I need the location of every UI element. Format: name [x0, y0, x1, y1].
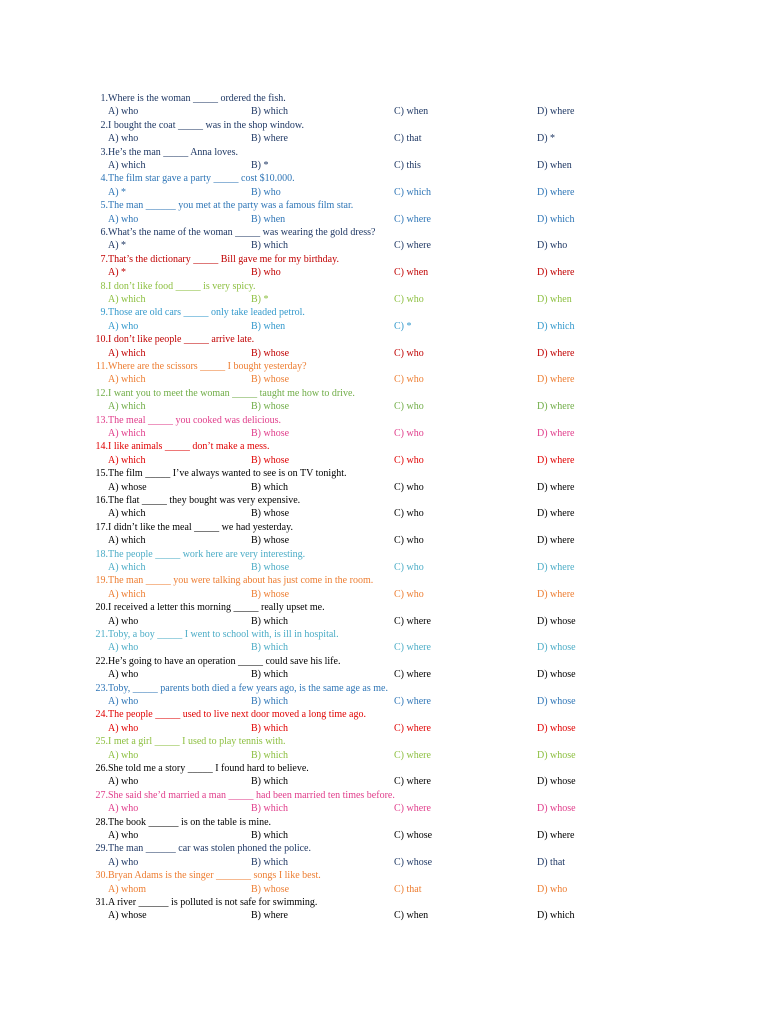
answer-option: B) when — [251, 320, 286, 332]
answer-option: B) whose — [251, 454, 290, 466]
question-line — [84, 119, 644, 132]
answer-options — [84, 481, 644, 494]
answer-options — [84, 105, 644, 118]
answer-option: C) whose — [394, 829, 433, 841]
question-text: What’s the name of the woman _____ was wearing the gold dress? — [108, 226, 376, 238]
question-text: The flat _____ they bought was very expensive. — [108, 494, 301, 506]
answer-option: B) * — [251, 159, 269, 171]
answer-options — [84, 239, 644, 252]
question-number: 29. — [95, 843, 108, 855]
answer-option: B) where — [251, 133, 288, 145]
question-item — [84, 226, 644, 253]
question-text: The book ______ is on the table is mine. — [108, 816, 272, 828]
answer-option: C) who — [394, 347, 424, 359]
question-line — [84, 440, 644, 453]
answer-option: A) which — [108, 454, 146, 466]
question-line — [84, 816, 644, 829]
question-line — [84, 333, 644, 346]
answer-option: B) whose — [251, 401, 290, 413]
answer-options — [84, 561, 644, 574]
answer-option: A) who — [108, 776, 139, 788]
answer-option: D) * — [537, 133, 556, 145]
answer-option: B) whose — [251, 588, 290, 600]
question-line — [84, 789, 644, 802]
answer-options — [84, 213, 644, 226]
answer-option: C) where — [394, 615, 431, 627]
answer-option: D) which — [537, 213, 575, 225]
answer-option: A) which — [108, 427, 146, 439]
answer-option: A) who — [108, 856, 139, 868]
question-text: The people _____ work here are very interesting. — [108, 548, 306, 560]
answer-option: B) whose — [251, 561, 290, 573]
answer-option: A) who — [108, 615, 139, 627]
answer-option: B) which — [251, 829, 288, 841]
answer-option: C) where — [394, 722, 431, 734]
question-number: 30. — [95, 870, 108, 882]
question-line — [84, 682, 644, 695]
answer-option: C) where — [394, 669, 431, 681]
question-number: 18. — [95, 548, 108, 560]
answer-option: D) where — [537, 347, 575, 359]
question-item — [84, 762, 644, 789]
question-item — [84, 333, 644, 360]
answer-option: B) which — [251, 722, 288, 734]
question-text: I received a letter this morning _____ really upset me. — [108, 602, 325, 614]
answer-options — [84, 749, 644, 762]
answer-option: D) where — [537, 427, 575, 439]
question-number: 27. — [95, 789, 108, 801]
answer-option: A) which — [108, 535, 146, 547]
question-line — [84, 521, 644, 534]
answer-option: D) whose — [537, 669, 576, 681]
question-text: The meal _____ you cooked was delicious. — [108, 414, 282, 426]
answer-options — [84, 400, 644, 413]
answer-option: B) which — [251, 803, 288, 815]
answer-option: B) whose — [251, 374, 290, 386]
question-line — [84, 601, 644, 614]
answer-option: A) * — [108, 186, 127, 198]
question-number: 20. — [95, 602, 108, 614]
question-text: Where are the scissors _____ I bought yesterday? — [108, 360, 307, 372]
answer-options — [84, 186, 644, 199]
answer-option: A) which — [108, 508, 146, 520]
question-text: The film _____ I’ve always wanted to see is on TV tonight. — [108, 468, 347, 480]
answer-option: C) who — [394, 481, 424, 493]
answer-option: A) who — [108, 695, 139, 707]
answer-option: C) where — [394, 240, 431, 252]
question-item — [84, 869, 644, 896]
question-item — [84, 521, 644, 548]
question-line — [84, 226, 644, 239]
question-number: 19. — [95, 575, 108, 587]
answer-option: C) who — [394, 588, 424, 600]
question-line — [84, 494, 644, 507]
answer-option: B) which — [251, 240, 288, 252]
question-line — [84, 172, 644, 185]
answer-option: D) which — [537, 910, 575, 922]
answer-option: D) who — [537, 883, 568, 895]
answer-option: C) who — [394, 427, 424, 439]
answer-options — [84, 320, 644, 333]
answer-option: D) whose — [537, 722, 576, 734]
question-item — [84, 253, 644, 280]
question-line — [84, 842, 644, 855]
answer-option: A) * — [108, 267, 127, 279]
question-text: I didn’t like the meal _____ we had yesterday. — [108, 521, 293, 533]
question-item — [84, 146, 644, 173]
answer-options — [84, 347, 644, 360]
answer-option: A) which — [108, 374, 146, 386]
answer-options — [84, 507, 644, 520]
answer-option: C) who — [394, 374, 424, 386]
answer-option: B) who — [251, 267, 281, 279]
answer-options — [84, 534, 644, 547]
answer-options — [84, 695, 644, 708]
question-item — [84, 92, 644, 119]
answer-options — [84, 909, 644, 922]
answer-option: A) which — [108, 347, 146, 359]
question-item — [84, 280, 644, 307]
answer-options — [84, 615, 644, 628]
answer-option: C) where — [394, 695, 431, 707]
question-item — [84, 628, 644, 655]
answer-option: C) who — [394, 508, 424, 520]
question-text: Those are old cars _____ only take leaded petrol. — [108, 307, 305, 319]
answer-option: D) whose — [537, 776, 576, 788]
answer-option: A) who — [108, 106, 139, 118]
question-item — [84, 574, 644, 601]
question-line — [84, 735, 644, 748]
answer-option: B) when — [251, 213, 286, 225]
question-number: 25. — [95, 736, 108, 748]
question-item — [84, 172, 644, 199]
question-text: A river ______ is polluted is not safe for swimming. — [108, 896, 318, 908]
answer-option: D) where — [537, 561, 575, 573]
answer-option: D) where — [537, 186, 575, 198]
answer-options — [84, 159, 644, 172]
question-item — [84, 896, 644, 923]
answer-option: D) where — [537, 588, 575, 600]
answer-option: B) which — [251, 856, 288, 868]
question-number: 6. — [100, 226, 108, 238]
question-number: 10. — [95, 334, 108, 346]
answer-option: B) which — [251, 776, 288, 788]
answer-option: A) which — [108, 293, 146, 305]
answer-option: A) whose — [108, 910, 147, 922]
answer-option: B) which — [251, 642, 288, 654]
answer-option: B) which — [251, 695, 288, 707]
question-number: 11. — [95, 360, 108, 372]
question-item — [84, 842, 644, 869]
answer-option: D) whose — [537, 695, 576, 707]
question-item — [84, 467, 644, 494]
question-item — [84, 708, 644, 735]
question-text: The man ______ you met at the party was a famous film star. — [108, 200, 354, 212]
question-line — [84, 762, 644, 775]
question-number: 3. — [100, 146, 108, 158]
question-item — [84, 199, 644, 226]
answer-option: A) which — [108, 401, 146, 413]
question-text: The film star gave a party _____ cost $10.000. — [108, 173, 295, 185]
answer-option: D) where — [537, 535, 575, 547]
question-line — [84, 387, 644, 400]
question-line — [84, 306, 644, 319]
answer-option: B) * — [251, 293, 269, 305]
answer-option: A) which — [108, 561, 146, 573]
answer-option: D) whose — [537, 642, 576, 654]
answer-option: C) * — [394, 320, 412, 332]
answer-options — [84, 856, 644, 869]
answer-option: D) where — [537, 508, 575, 520]
question-text: She said she’d married a man _____ had been married ten times before. — [108, 789, 395, 801]
question-line — [84, 146, 644, 159]
answer-option: A) who — [108, 133, 139, 145]
answer-option: A) which — [108, 588, 146, 600]
question-line — [84, 414, 644, 427]
answer-options — [84, 775, 644, 788]
question-item — [84, 601, 644, 628]
answer-option: D) where — [537, 374, 575, 386]
answer-option: A) who — [108, 829, 139, 841]
answer-option: B) whose — [251, 508, 290, 520]
question-item — [84, 306, 644, 333]
question-number: 21. — [95, 628, 108, 640]
answer-option: D) who — [537, 240, 568, 252]
question-number: 5. — [100, 200, 108, 212]
question-line — [84, 896, 644, 909]
answer-option: B) which — [251, 481, 288, 493]
answer-options — [84, 883, 644, 896]
question-text: I don’t like food _____ is very spicy. — [108, 280, 256, 292]
answer-options — [84, 132, 644, 145]
question-text: I met a girl _____ I used to play tennis with. — [108, 736, 286, 748]
question-text: The people _____ used to live next door moved a long time ago. — [108, 709, 366, 721]
answer-option: C) where — [394, 213, 431, 225]
answer-option: C) this — [394, 159, 421, 171]
quiz-list — [84, 92, 644, 923]
answer-options — [84, 588, 644, 601]
answer-option: A) which — [108, 159, 146, 171]
question-number: 26. — [95, 762, 108, 774]
question-line — [84, 548, 644, 561]
question-number: 2. — [100, 119, 108, 131]
question-line — [84, 467, 644, 480]
question-number: 28. — [95, 816, 108, 828]
answer-options — [84, 829, 644, 842]
question-item — [84, 548, 644, 575]
question-number: 15. — [95, 468, 108, 480]
question-text: Bryan Adams is the singer _______ songs I like best. — [108, 870, 321, 882]
answer-option: D) where — [537, 401, 575, 413]
answer-option: D) where — [537, 267, 575, 279]
question-line — [84, 253, 644, 266]
answer-option: C) which — [394, 186, 431, 198]
answer-option: B) where — [251, 910, 288, 922]
answer-option: A) who — [108, 669, 139, 681]
question-line — [84, 199, 644, 212]
question-line — [84, 655, 644, 668]
answer-option: A) who — [108, 803, 139, 815]
question-text: Toby, a boy _____ I went to school with, is ill in hospital. — [108, 628, 339, 640]
answer-options — [84, 427, 644, 440]
question-line — [84, 869, 644, 882]
question-text: The man _____ you were talking about has just come in the room. — [108, 575, 374, 587]
question-line — [84, 92, 644, 105]
question-item — [84, 440, 644, 467]
answer-option: A) who — [108, 642, 139, 654]
question-text: I bought the coat _____ was in the shop window. — [108, 119, 304, 131]
answer-options — [84, 293, 644, 306]
answer-option: C) where — [394, 776, 431, 788]
answer-option: A) who — [108, 213, 139, 225]
question-item — [84, 360, 644, 387]
answer-option: D) that — [537, 856, 566, 868]
answer-option: C) when — [394, 106, 429, 118]
answer-option: D) whose — [537, 615, 576, 627]
answer-option: C) who — [394, 293, 424, 305]
question-line — [84, 708, 644, 721]
answer-options — [84, 266, 644, 279]
answer-option: D) when — [537, 293, 572, 305]
answer-option: B) whose — [251, 427, 290, 439]
answer-option: D) whose — [537, 803, 576, 815]
question-number: 13. — [95, 414, 108, 426]
answer-option: A) whom — [108, 883, 147, 895]
question-number: 12. — [95, 387, 108, 399]
answer-option: C) where — [394, 749, 431, 761]
question-item — [84, 682, 644, 709]
answer-options — [84, 454, 644, 467]
answer-option: D) where — [537, 106, 575, 118]
question-item — [84, 816, 644, 843]
question-item — [84, 387, 644, 414]
answer-option: D) where — [537, 481, 575, 493]
question-line — [84, 360, 644, 373]
answer-options — [84, 373, 644, 386]
answer-option: B) whose — [251, 883, 290, 895]
question-text: That’s the dictionary _____ Bill gave me for my birthday. — [108, 253, 339, 265]
question-number: 22. — [95, 655, 108, 667]
question-text: I like animals _____ don’t make a mess. — [108, 441, 270, 453]
answer-option: B) which — [251, 615, 288, 627]
question-text: Where is the woman _____ ordered the fish. — [108, 93, 286, 104]
question-text: The man ______ car was stolen phoned the police. — [108, 843, 311, 855]
answer-option: C) when — [394, 910, 429, 922]
question-number: 4. — [100, 173, 108, 185]
question-number: 24. — [95, 709, 108, 721]
question-line — [84, 280, 644, 293]
question-item — [84, 414, 644, 441]
answer-option: A) * — [108, 240, 127, 252]
answer-option: C) who — [394, 454, 424, 466]
answer-option: D) where — [537, 829, 575, 841]
answer-option: A) whose — [108, 481, 147, 493]
answer-option: B) who — [251, 186, 281, 198]
answer-option: A) who — [108, 722, 139, 734]
question-item — [84, 119, 644, 146]
answer-option: C) where — [394, 803, 431, 815]
answer-options — [84, 641, 644, 654]
question-line — [84, 628, 644, 641]
answer-option: B) whose — [251, 347, 290, 359]
answer-option: B) which — [251, 669, 288, 681]
answer-option: C) that — [394, 133, 422, 145]
answer-option: D) where — [537, 454, 575, 466]
answer-option: C) who — [394, 535, 424, 547]
answer-option: A) who — [108, 749, 139, 761]
answer-options — [84, 668, 644, 681]
answer-option: B) which — [251, 749, 288, 761]
question-number: 7. — [100, 253, 108, 265]
question-number: 8. — [100, 280, 108, 292]
answer-options — [84, 802, 644, 815]
answer-option: A) who — [108, 320, 139, 332]
answer-option: C) that — [394, 883, 422, 895]
question-number: 16. — [95, 494, 108, 506]
answer-option: C) where — [394, 642, 431, 654]
question-line — [84, 574, 644, 587]
question-number: 23. — [95, 682, 108, 694]
answer-option: D) which — [537, 320, 575, 332]
question-number: 14. — [95, 441, 108, 453]
question-text: He’s going to have an operation _____ could save his life. — [108, 655, 341, 667]
question-item — [84, 655, 644, 682]
question-text: I want you to meet the woman _____ taught me how to drive. — [108, 387, 355, 399]
question-item — [84, 494, 644, 521]
question-text: She told me a story _____ I found hard to believe. — [108, 762, 309, 774]
answer-option: D) whose — [537, 749, 576, 761]
question-item — [84, 789, 644, 816]
answer-options — [84, 722, 644, 735]
answer-option: D) when — [537, 159, 572, 171]
answer-option: B) whose — [251, 535, 290, 547]
answer-option: C) whose — [394, 856, 433, 868]
answer-option: C) when — [394, 267, 429, 279]
answer-option: C) who — [394, 561, 424, 573]
question-text: Toby, _____ parents both died a few years ago, is the same age as me. — [108, 682, 388, 694]
question-number: 17. — [95, 521, 108, 533]
answer-option: B) which — [251, 106, 288, 118]
question-item — [84, 735, 644, 762]
question-text: He’s the man _____ Anna loves. — [108, 146, 238, 158]
question-number: 9. — [100, 307, 108, 319]
question-text: I don’t like people _____ arrive late. — [108, 334, 255, 346]
question-number: 1. — [100, 93, 108, 104]
answer-option: C) who — [394, 401, 424, 413]
question-number: 31. — [95, 896, 108, 908]
